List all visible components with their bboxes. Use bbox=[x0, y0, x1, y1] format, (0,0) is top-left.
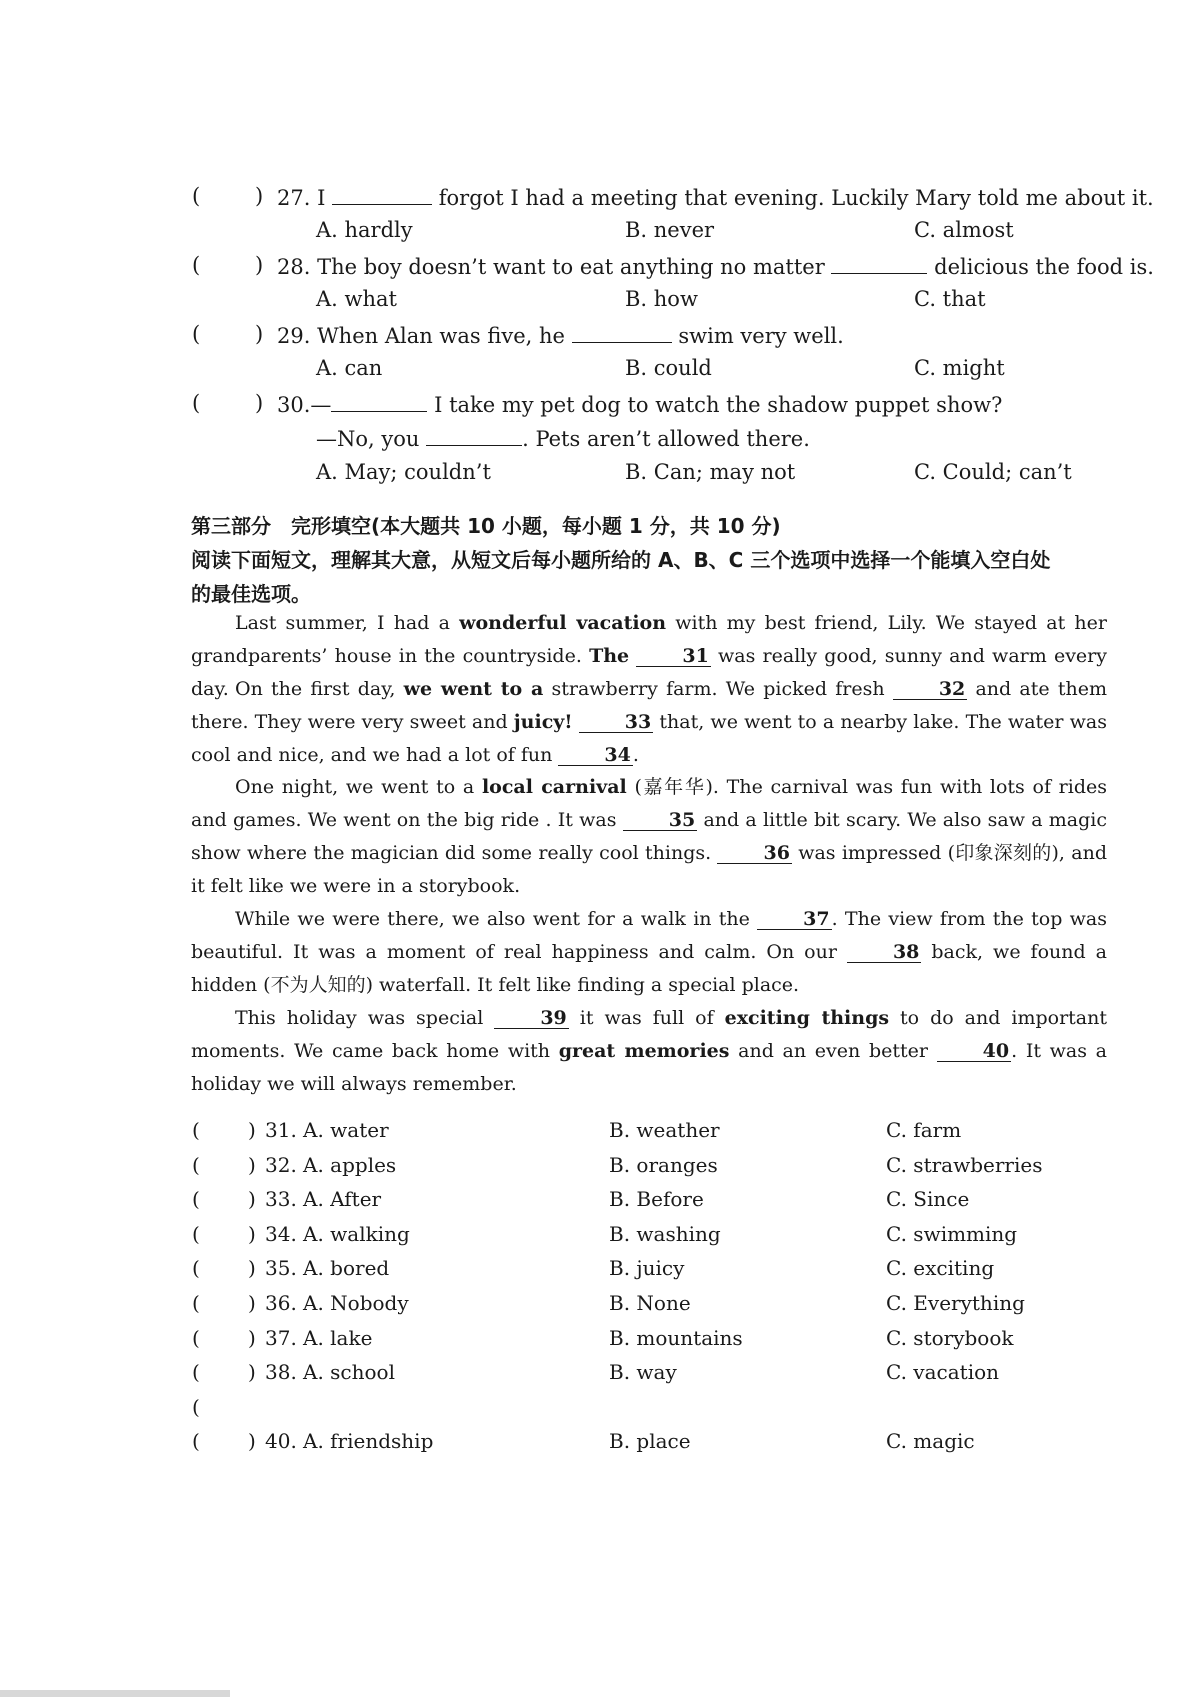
answer-paren-close: ) bbox=[248, 1118, 256, 1142]
passage-text: and ate them there. They were very sweet and bbox=[191, 678, 1107, 733]
passage-text: and a little bit scary. We also saw a magic show where the magician did some really cool things. bbox=[191, 809, 1107, 864]
passage-text: One night, we went to a bbox=[235, 776, 482, 798]
question-text: I bbox=[317, 186, 326, 210]
passage-text: that, we went to a nearby lake. The water was cool and nice, and we had a lot of fun bbox=[191, 711, 1107, 766]
choice-number: 37. bbox=[265, 1326, 297, 1350]
passage-text: Last summer, I had a bbox=[235, 612, 460, 634]
option-b: B. juicy bbox=[609, 1256, 685, 1280]
answer-paren-close: ) bbox=[255, 253, 264, 277]
option-c: C. might bbox=[914, 356, 1005, 380]
passage-text: juicy! bbox=[513, 711, 573, 733]
question-number: 30. bbox=[277, 393, 311, 417]
passage-text bbox=[629, 645, 636, 667]
choice-number: 31. bbox=[265, 1118, 297, 1142]
option-a: A. Nobody bbox=[303, 1291, 409, 1315]
question-28 bbox=[277, 253, 1154, 279]
passage-text: strawberry farm. We picked fresh bbox=[543, 678, 893, 700]
passage-text: The bbox=[589, 645, 630, 667]
answer-paren-open: ( bbox=[192, 253, 201, 277]
cloze-blank-33[interactable]: 33 bbox=[579, 712, 653, 733]
question-29 bbox=[277, 322, 844, 348]
answer-paren-open: ( bbox=[192, 1256, 200, 1280]
passage-paragraph-2 bbox=[191, 673, 1107, 772]
question-text: delicious the food is. bbox=[934, 255, 1154, 279]
cloze-blank-34[interactable]: 34 bbox=[558, 745, 632, 766]
choice-number: 40. bbox=[265, 1429, 297, 1453]
cloze-blank-36[interactable]: 36 bbox=[717, 843, 791, 864]
answer-blank[interactable] bbox=[331, 391, 427, 412]
choice-number: 35. bbox=[265, 1256, 297, 1280]
option-c: C. strawberries bbox=[886, 1153, 1043, 1177]
option-c: C. exciting bbox=[886, 1256, 995, 1280]
answer-paren-close: ) bbox=[248, 1153, 256, 1177]
answer-paren-close: ) bbox=[248, 1291, 256, 1315]
section-instruction: 的最佳选项。 bbox=[191, 582, 311, 606]
choice-number: 36. bbox=[265, 1291, 297, 1315]
option-b: B. mountains bbox=[609, 1326, 743, 1350]
option-c: C. magic bbox=[886, 1429, 975, 1453]
passage-paragraph-4 bbox=[191, 903, 1107, 1002]
passage-text: back, we found a hidden (不为人知的) waterfall. It felt like finding a special place. bbox=[191, 941, 1107, 996]
choice-number: 32. bbox=[265, 1153, 297, 1177]
answer-paren-close: ) bbox=[255, 322, 264, 346]
answer-paren-open: ( bbox=[192, 1360, 200, 1384]
question-text: —No, you bbox=[316, 427, 420, 451]
choice-number: 34. bbox=[265, 1222, 297, 1246]
answer-paren-close: ) bbox=[255, 391, 264, 415]
answer-paren-open: ( bbox=[192, 1429, 200, 1453]
passage-text: This holiday was special bbox=[235, 1007, 495, 1029]
answer-paren-open: ( bbox=[192, 322, 201, 346]
passage-text: was really good, sunny and warm every day. bbox=[191, 645, 1107, 700]
choice-number: 33. bbox=[265, 1187, 297, 1211]
option-c: C. Since bbox=[886, 1187, 970, 1211]
option-b: B. oranges bbox=[609, 1153, 718, 1177]
option-b: B. Can; may not bbox=[625, 460, 796, 484]
passage-text: exciting things bbox=[724, 1007, 890, 1029]
passage-text: . It was a holiday we will always remember. bbox=[191, 1040, 1107, 1095]
option-a: A. can bbox=[316, 356, 383, 380]
answer-paren-open: ( bbox=[192, 1187, 200, 1211]
answer-paren-close: ) bbox=[255, 184, 264, 208]
passage-text: was impressed (印象深刻的), and it felt like we were in a storybook. bbox=[191, 842, 1107, 897]
answer-blank[interactable] bbox=[426, 425, 522, 446]
question-number: 29. bbox=[277, 324, 311, 348]
answer-paren-close: ) bbox=[248, 1222, 256, 1246]
passage-text: While we were there, we also went for a walk in the bbox=[235, 908, 758, 930]
option-b: B. weather bbox=[609, 1118, 720, 1142]
question-text: — bbox=[310, 393, 332, 417]
cloze-blank-37[interactable]: 37 bbox=[757, 909, 831, 930]
answer-paren-open: ( bbox=[192, 391, 201, 415]
passage-text: (嘉年华). The carnival was fun with lots of rides and games. We went on the big ride . It was bbox=[191, 776, 1107, 831]
passage-text: . The view from the top was beautiful. It was a moment of real happiness and calm. On our bbox=[191, 908, 1108, 963]
answer-paren-open: ( bbox=[192, 1291, 200, 1315]
passage-text: with my best friend, Lily. We stayed at her grandparents’ house in the countryside. bbox=[191, 612, 1107, 667]
option-c: C. that bbox=[914, 287, 986, 311]
cloze-blank-35[interactable]: 35 bbox=[623, 810, 697, 831]
cloze-blank-38[interactable]: 38 bbox=[847, 942, 921, 963]
answer-paren-close: ) bbox=[248, 1187, 256, 1211]
question-text: swim very well. bbox=[678, 324, 844, 348]
option-b: B. None bbox=[609, 1291, 691, 1315]
passage-text: On the first day, bbox=[235, 678, 404, 700]
answer-paren-close: ) bbox=[248, 1360, 256, 1384]
option-a: A. what bbox=[316, 287, 397, 311]
passage-text: local carnival bbox=[481, 776, 627, 798]
answer-paren-close: ) bbox=[248, 1326, 256, 1350]
option-a: A. lake bbox=[303, 1326, 373, 1350]
option-a: A. water bbox=[303, 1118, 389, 1142]
option-c: C. farm bbox=[886, 1118, 962, 1142]
cloze-blank-31[interactable]: 31 bbox=[636, 646, 710, 667]
answer-paren-open: ( bbox=[192, 1222, 200, 1246]
question-text: . Pets aren’t allowed there. bbox=[522, 427, 810, 451]
answer-paren-open: ( bbox=[192, 1395, 200, 1419]
answer-paren-open: ( bbox=[192, 1326, 200, 1350]
passage-paragraph-3 bbox=[191, 771, 1107, 903]
question-27 bbox=[277, 184, 1154, 210]
option-b: B. washing bbox=[609, 1222, 721, 1246]
section-heading: 第三部分 完形填空(本大题共 10 小题，每小题 1 分，共 10 分) bbox=[191, 514, 781, 538]
choice-number: 38. bbox=[265, 1360, 297, 1384]
option-c: C. Could; can’t bbox=[914, 460, 1072, 484]
cloze-blank-39[interactable]: 39 bbox=[494, 1008, 568, 1029]
option-c: C. almost bbox=[914, 218, 1014, 242]
question-text: forgot I had a meeting that evening. Luckily Mary told me about it. bbox=[438, 186, 1154, 210]
option-c: C. Everything bbox=[886, 1291, 1025, 1315]
option-a: A. hardly bbox=[316, 218, 413, 242]
option-b: B. could bbox=[625, 356, 712, 380]
option-a: A. friendship bbox=[303, 1429, 434, 1453]
passage-text: we went to a bbox=[403, 678, 544, 700]
question-number: 28. bbox=[277, 255, 311, 279]
answer-blank[interactable] bbox=[831, 253, 927, 274]
cloze-blank-32[interactable]: 32 bbox=[893, 679, 967, 700]
option-b: B. never bbox=[625, 218, 715, 242]
option-c: C. vacation bbox=[886, 1360, 1000, 1384]
answer-blank[interactable] bbox=[332, 184, 432, 205]
answer-blank[interactable] bbox=[572, 322, 672, 343]
passage-text: wonderful vacation bbox=[459, 612, 667, 634]
question-text: When Alan was five, he bbox=[317, 324, 565, 348]
option-a: A. bored bbox=[303, 1256, 390, 1280]
option-b: B. place bbox=[609, 1429, 691, 1453]
answer-paren-close: ) bbox=[248, 1429, 256, 1453]
passage-text: to do and important moments. We came back home with bbox=[191, 1007, 1107, 1062]
option-b: B. how bbox=[625, 287, 698, 311]
option-c: C. swimming bbox=[886, 1222, 1018, 1246]
question-30 bbox=[277, 391, 1002, 417]
passage-text: great memories bbox=[558, 1040, 730, 1062]
answer-paren-open: ( bbox=[192, 184, 201, 208]
passage-text: it was full of bbox=[568, 1007, 725, 1029]
passage-paragraph-5 bbox=[191, 1002, 1107, 1101]
question-30-reply bbox=[316, 425, 810, 451]
cloze-blank-40[interactable]: 40 bbox=[937, 1041, 1011, 1062]
option-b: B. way bbox=[609, 1360, 677, 1384]
option-a: A. school bbox=[303, 1360, 395, 1384]
scan-edge bbox=[0, 1690, 230, 1697]
answer-paren-open: ( bbox=[192, 1118, 200, 1142]
question-number: 27. bbox=[277, 186, 311, 210]
passage-text: and an even better bbox=[729, 1040, 937, 1062]
question-text: The boy doesn’t want to eat anything no matter bbox=[317, 255, 825, 279]
question-text: I take my pet dog to watch the shadow puppet show? bbox=[434, 393, 1003, 417]
option-a: A. May; couldn’t bbox=[316, 460, 491, 484]
option-a: A. walking bbox=[303, 1222, 410, 1246]
option-a: A. apples bbox=[303, 1153, 397, 1177]
answer-paren-open: ( bbox=[192, 1153, 200, 1177]
option-b: B. Before bbox=[609, 1187, 704, 1211]
section-instruction: 阅读下面短文，理解其大意，从短文后每小题所给的 A、B、C 三个选项中选择一个能填入空白处 bbox=[191, 548, 1051, 572]
passage-text: . bbox=[632, 744, 639, 766]
answer-paren-close: ) bbox=[248, 1256, 256, 1280]
option-a: A. After bbox=[303, 1187, 382, 1211]
option-c: C. storybook bbox=[886, 1326, 1014, 1350]
